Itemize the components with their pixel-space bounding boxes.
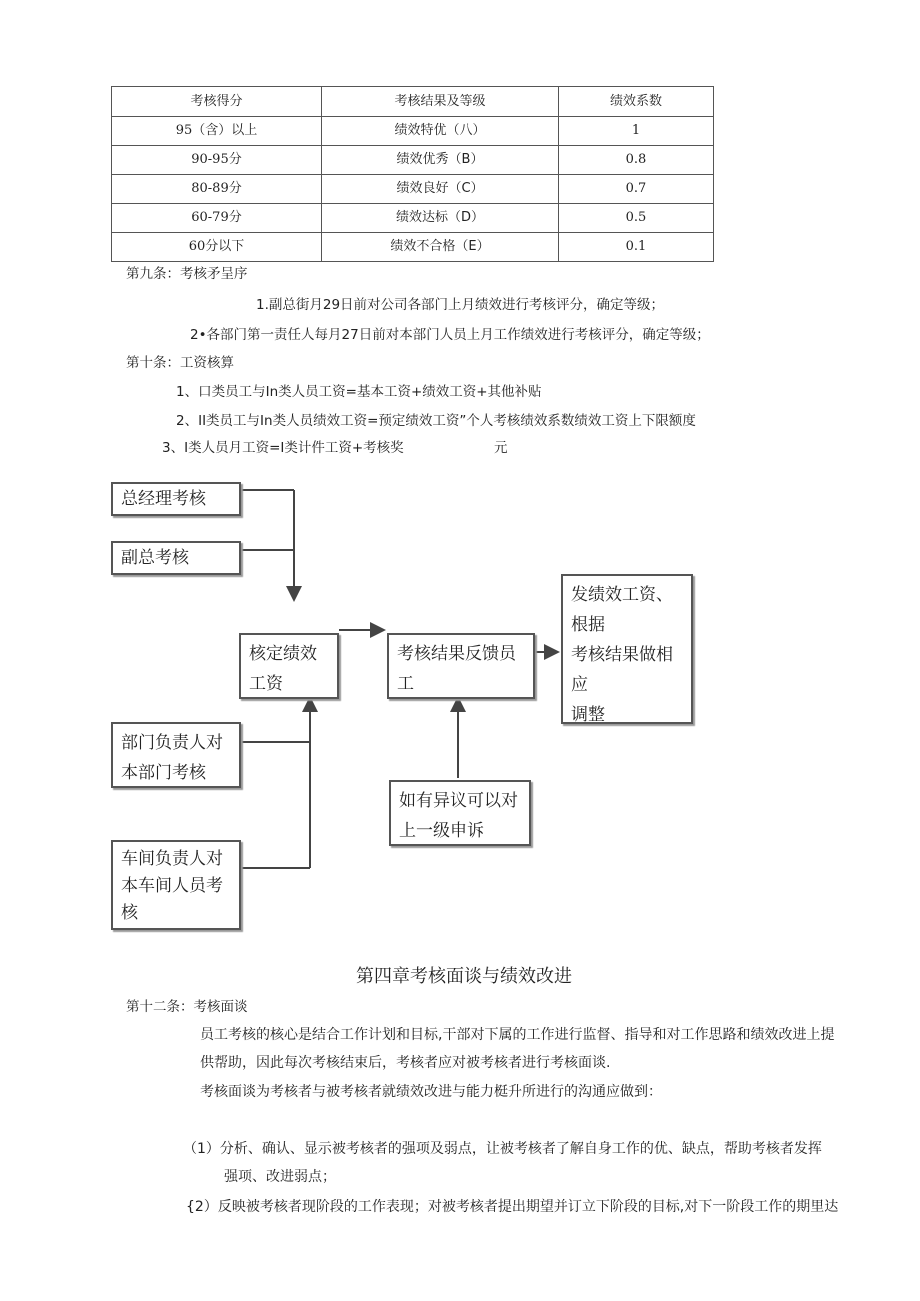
para1-line2: 供帮助，因此每次考核结束后，考核者应对被考核者进行考核面谈. [200,1055,611,1071]
grade-cell: 绩效优秀（B） [322,146,559,175]
item1-line2: 强项、改进弱点； [224,1169,336,1185]
grade-cell: 绩效达标（D） [322,204,559,233]
item1-line1: （1）分析、确认、显示被考核者的强项及弱点，让被考核者了解自身工作的优、缺点，帮助考核者发挥 [183,1141,822,1157]
flow-box-dept: 部门负责人对本部门考核 [111,722,241,788]
para1-line1: 员工考核的核心是结合工作计划和目标,干部对下属的工作进行监督、指导和对工作思路和绩效改进上提 [200,1027,835,1043]
chapter4-title: 第四章考核面谈与绩效改进 [356,966,572,987]
flow-box-feedback: 考核结果反馈员工 [387,633,535,699]
header-grade: 考核结果及等级 [322,87,559,117]
flow-box-verify: 核定绩效工资 [239,633,339,699]
article10-item-3: 3、I类人员月工资=I类计件工资+考核奖 [162,440,404,456]
coef-cell: 0.8 [559,146,714,175]
flow-result-line: 调整 [571,705,605,725]
header-coef: 绩效系数 [559,87,714,117]
article10-unit: 元 [494,440,508,456]
article9-title: 第九条：考核矛呈序 [126,266,248,282]
flow-box-vp: 副总考核 [111,541,241,575]
score-cell: 60-79分 [112,204,322,233]
score-cell: 80-89分 [112,175,322,204]
article9-item-1: 1.副总街月29日前对公司各部门上月绩效进行考核评分，确定等级； [256,297,665,313]
article10-item-1: 1、口类员工与In类人员工资=基本工资+绩效工资+其他补贴 [176,384,542,400]
flow-box-appeal: 如有异议可以对上一级申诉 [389,780,531,846]
flow-result-line: 考核结果做相应 [571,645,673,695]
article10-title: 第十条：工资核算 [126,355,234,371]
article10-item-2: 2、II类员工与In类人员绩效工资=预定绩效工资”个人考核绩效系数绩效工资上下限额度 [176,413,696,429]
grade-cell: 绩效良好（C） [322,175,559,204]
grade-cell: 绩效特优（八） [322,117,559,146]
score-cell: 90-95分 [112,146,322,175]
flow-result-line: 发绩效工资、根据 [571,585,673,635]
header-score: 考核得分 [112,87,322,117]
grade-cell: 绩效不合格（E） [322,233,559,262]
flow-box-workshop: 车间负责人对本车间人员考核 [111,840,241,930]
article12-title: 第十二条：考核面谈 [126,999,248,1015]
article9-item-2: 2•各部门第一责任人每月27日前对本部门人员上月工作绩效进行考核评分，确定等级； [190,327,710,343]
score-cell: 95（含）以上 [112,117,322,146]
coef-cell: 0.7 [559,175,714,204]
score-cell: 60分以下 [112,233,322,262]
coef-cell: 1 [559,117,714,146]
coef-cell: 0.5 [559,204,714,233]
flow-box-result [561,574,693,724]
flow-box-gm: 总经理考核 [111,482,241,516]
coef-cell: 0.1 [559,233,714,262]
item2: {2）反映被考核者现阶段的工作表现；对被考核者提出期望并订立下阶段的目标,对下一阶段工作的期里达 [186,1199,839,1215]
para2: 考核面谈为考核者与被考核者就绩效改进与能力梃升所进行的沟通应做到： [200,1084,662,1100]
